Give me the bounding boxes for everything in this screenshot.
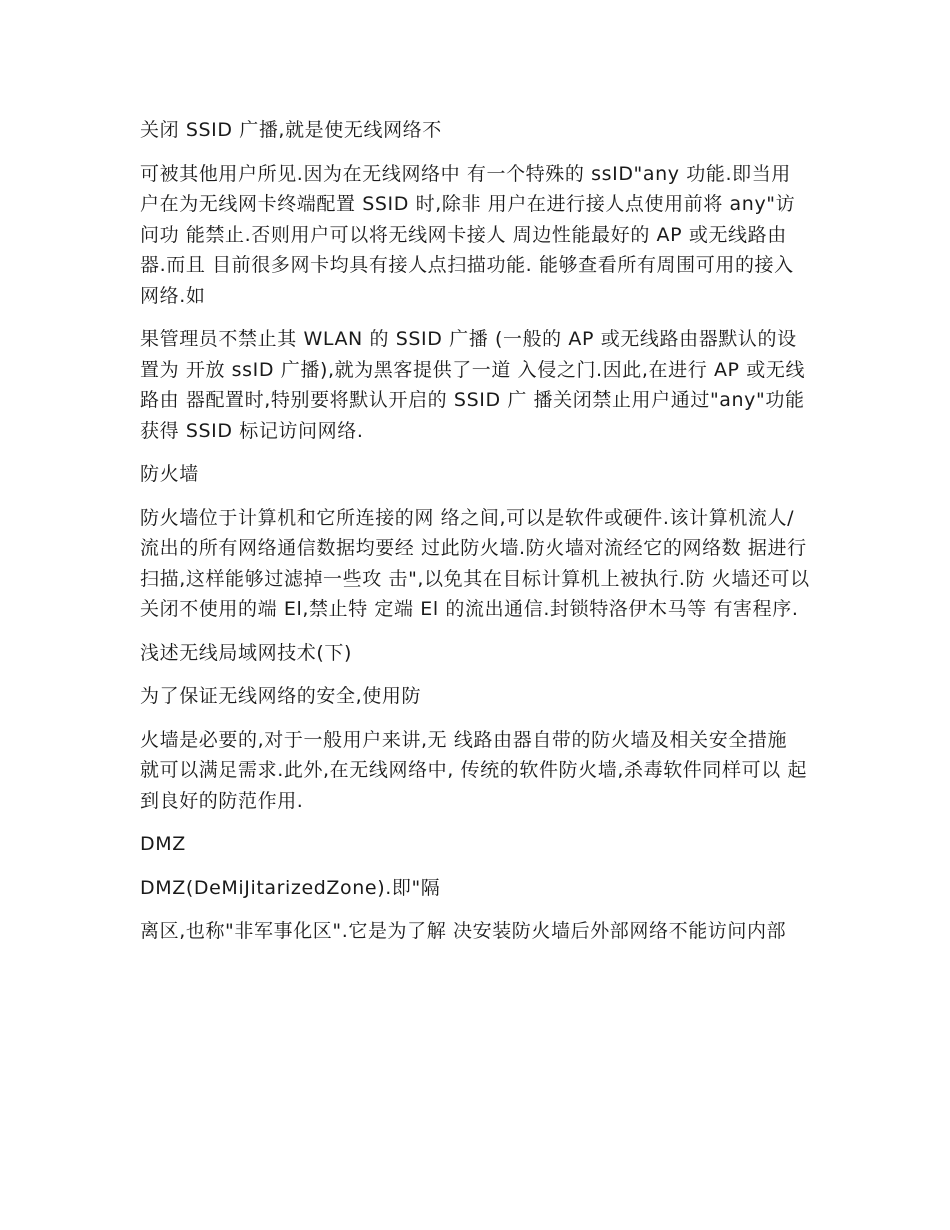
paragraph-ssid-intro: 关闭 SSID 广播,就是使无线网络不 [140,119,442,141]
paragraph-firewall-desc: 防火墙位于计算机和它所连接的网 络之间,可以是软件或硬件.该计算机流人/流出的所有网络通信数据均要经 过此防火墙.防火墙对流经它的网络数 据进行扫描,这样能够过滤掉一些攻 击",以免其在目标计算机上被执行.防 火墙还可以关闭不使用的端 El,禁止特 定端 El 的流出通信.封锁特洛伊木马等 有害程序. [140,506,810,620]
heading-dmz: DMZ [140,833,186,855]
heading-firewall: 防火墙 [140,463,199,485]
document-body [140,115,812,960]
paragraph-dmz-def: DMZ(DeMiJitarizedZone).即"隔 [140,876,441,899]
paragraph-ssid-any: 可被其他用户所见.因为在无线网络中 有一个特殊的 ssID"any 功能.即当用 户在为无线网卡终端配置 SSID 时,除非 用户在进行接人点使用前将 any"访问功 能禁止.否则用户可以将无线网卡接人 周边性能最好的 AP 或无线路由器.而且 目前很多网卡均具有接人点扫描功能. 能够查看所有周围可用的接入网络.如 [140,162,796,307]
paragraph-ssid-admin: 果管理员不禁止其 WLAN 的 SSID 广播 (一般的 AP 或无线路由器默认的设置为 开放 ssID 广播),就为黑客提供了一道 入侵之门.因此,在进行 AP 或无线路由 器配置时,特别要将默认开启的 SSID 广 播关闭禁止用户通过"any"功能获得 SSID 标记访问网络. [140,328,806,442]
paragraph-dmz-purpose: 离区,也称"非军事化区".它是为了解 决安装防火墙后外部网络不能访问内部 [140,920,787,942]
running-title: 浅述无线局域网技术(下) [140,641,353,664]
paragraph-firewall-need: 为了保证无线网络的安全,使用防 [140,685,422,707]
paragraph-firewall-router: 火墙是必要的,对于一般用户来讲,无 线路由器自带的防火墙及相关安全措施 就可以满足需求.此外,在无线网络中, 传统的软件防火墙,杀毒软件同样可以 起到良好的防范作用. [140,728,808,812]
